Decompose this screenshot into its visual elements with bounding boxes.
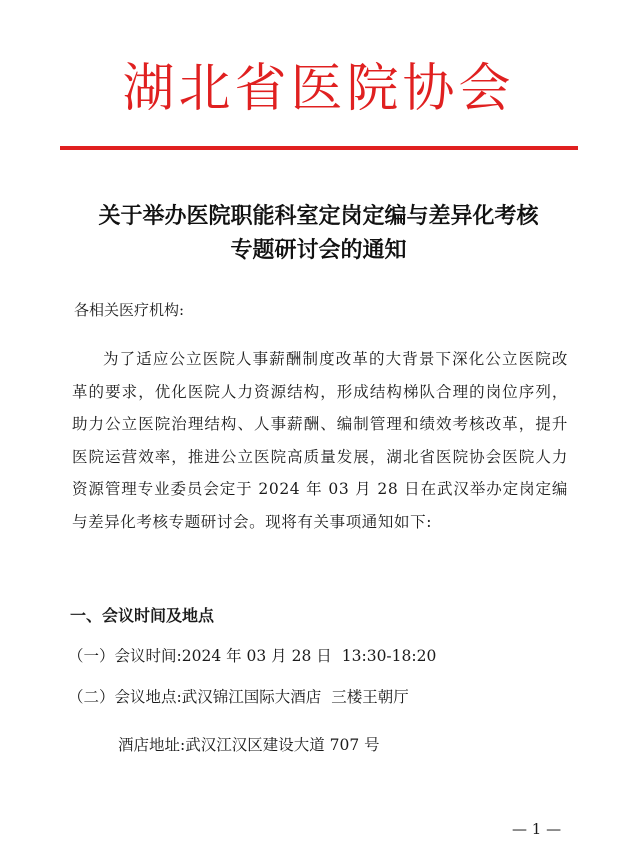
hotel-address-label: 酒店地址: [118, 736, 186, 754]
meeting-venue-room: 三楼王朝厅 [331, 688, 409, 706]
body-paragraph: 为了适应公立医院人事薪酬制度改革的大背景下深化公立医院改革的要求，优化医院人力资源结构，形成结构梯队合理的岗位序列，助力公立医院治理结构、人事薪酬、编制管理和绩效考核改革，提升医院运营效率，推进公立医院高质量发展，湖北省医院协会医院人力资源管理专业委员会定于 2024 年 03 月 28 日在武汉举办定岗定编与差异化考核专题研讨会。现将有关事项通知如下: [72, 350, 568, 531]
notice-title-line-2: 专题研讨会的通知 [230, 238, 407, 263]
salutation: 各相关医疗机构: [74, 301, 185, 319]
meeting-venue-line [68, 685, 409, 709]
meeting-time-date: 2024 年 03 月 28 日 [181, 647, 332, 665]
meeting-venue-name: 武汉锦江国际大酒店 [181, 688, 322, 706]
org-letterhead-title: 湖北省医院协会 [122, 59, 515, 119]
meeting-time-label: （一）会议时间: [68, 647, 182, 665]
section-heading-time-location: 一、会议时间及地点 [70, 606, 215, 625]
hotel-address-value: 武汉江汉区建设大道 707 号 [185, 736, 380, 754]
meeting-time-range: 13:30-18:20 [341, 647, 437, 665]
page-number: — 1 — [512, 820, 562, 838]
hotel-address-line [118, 733, 380, 757]
meeting-venue-label: （二）会议地点: [68, 688, 182, 706]
letterhead-divider [60, 146, 578, 150]
meeting-time-line [68, 644, 436, 668]
notice-title-line-1: 关于举办医院职能科室定岗定编与差异化考核 [98, 204, 539, 229]
notice-title [0, 200, 637, 268]
